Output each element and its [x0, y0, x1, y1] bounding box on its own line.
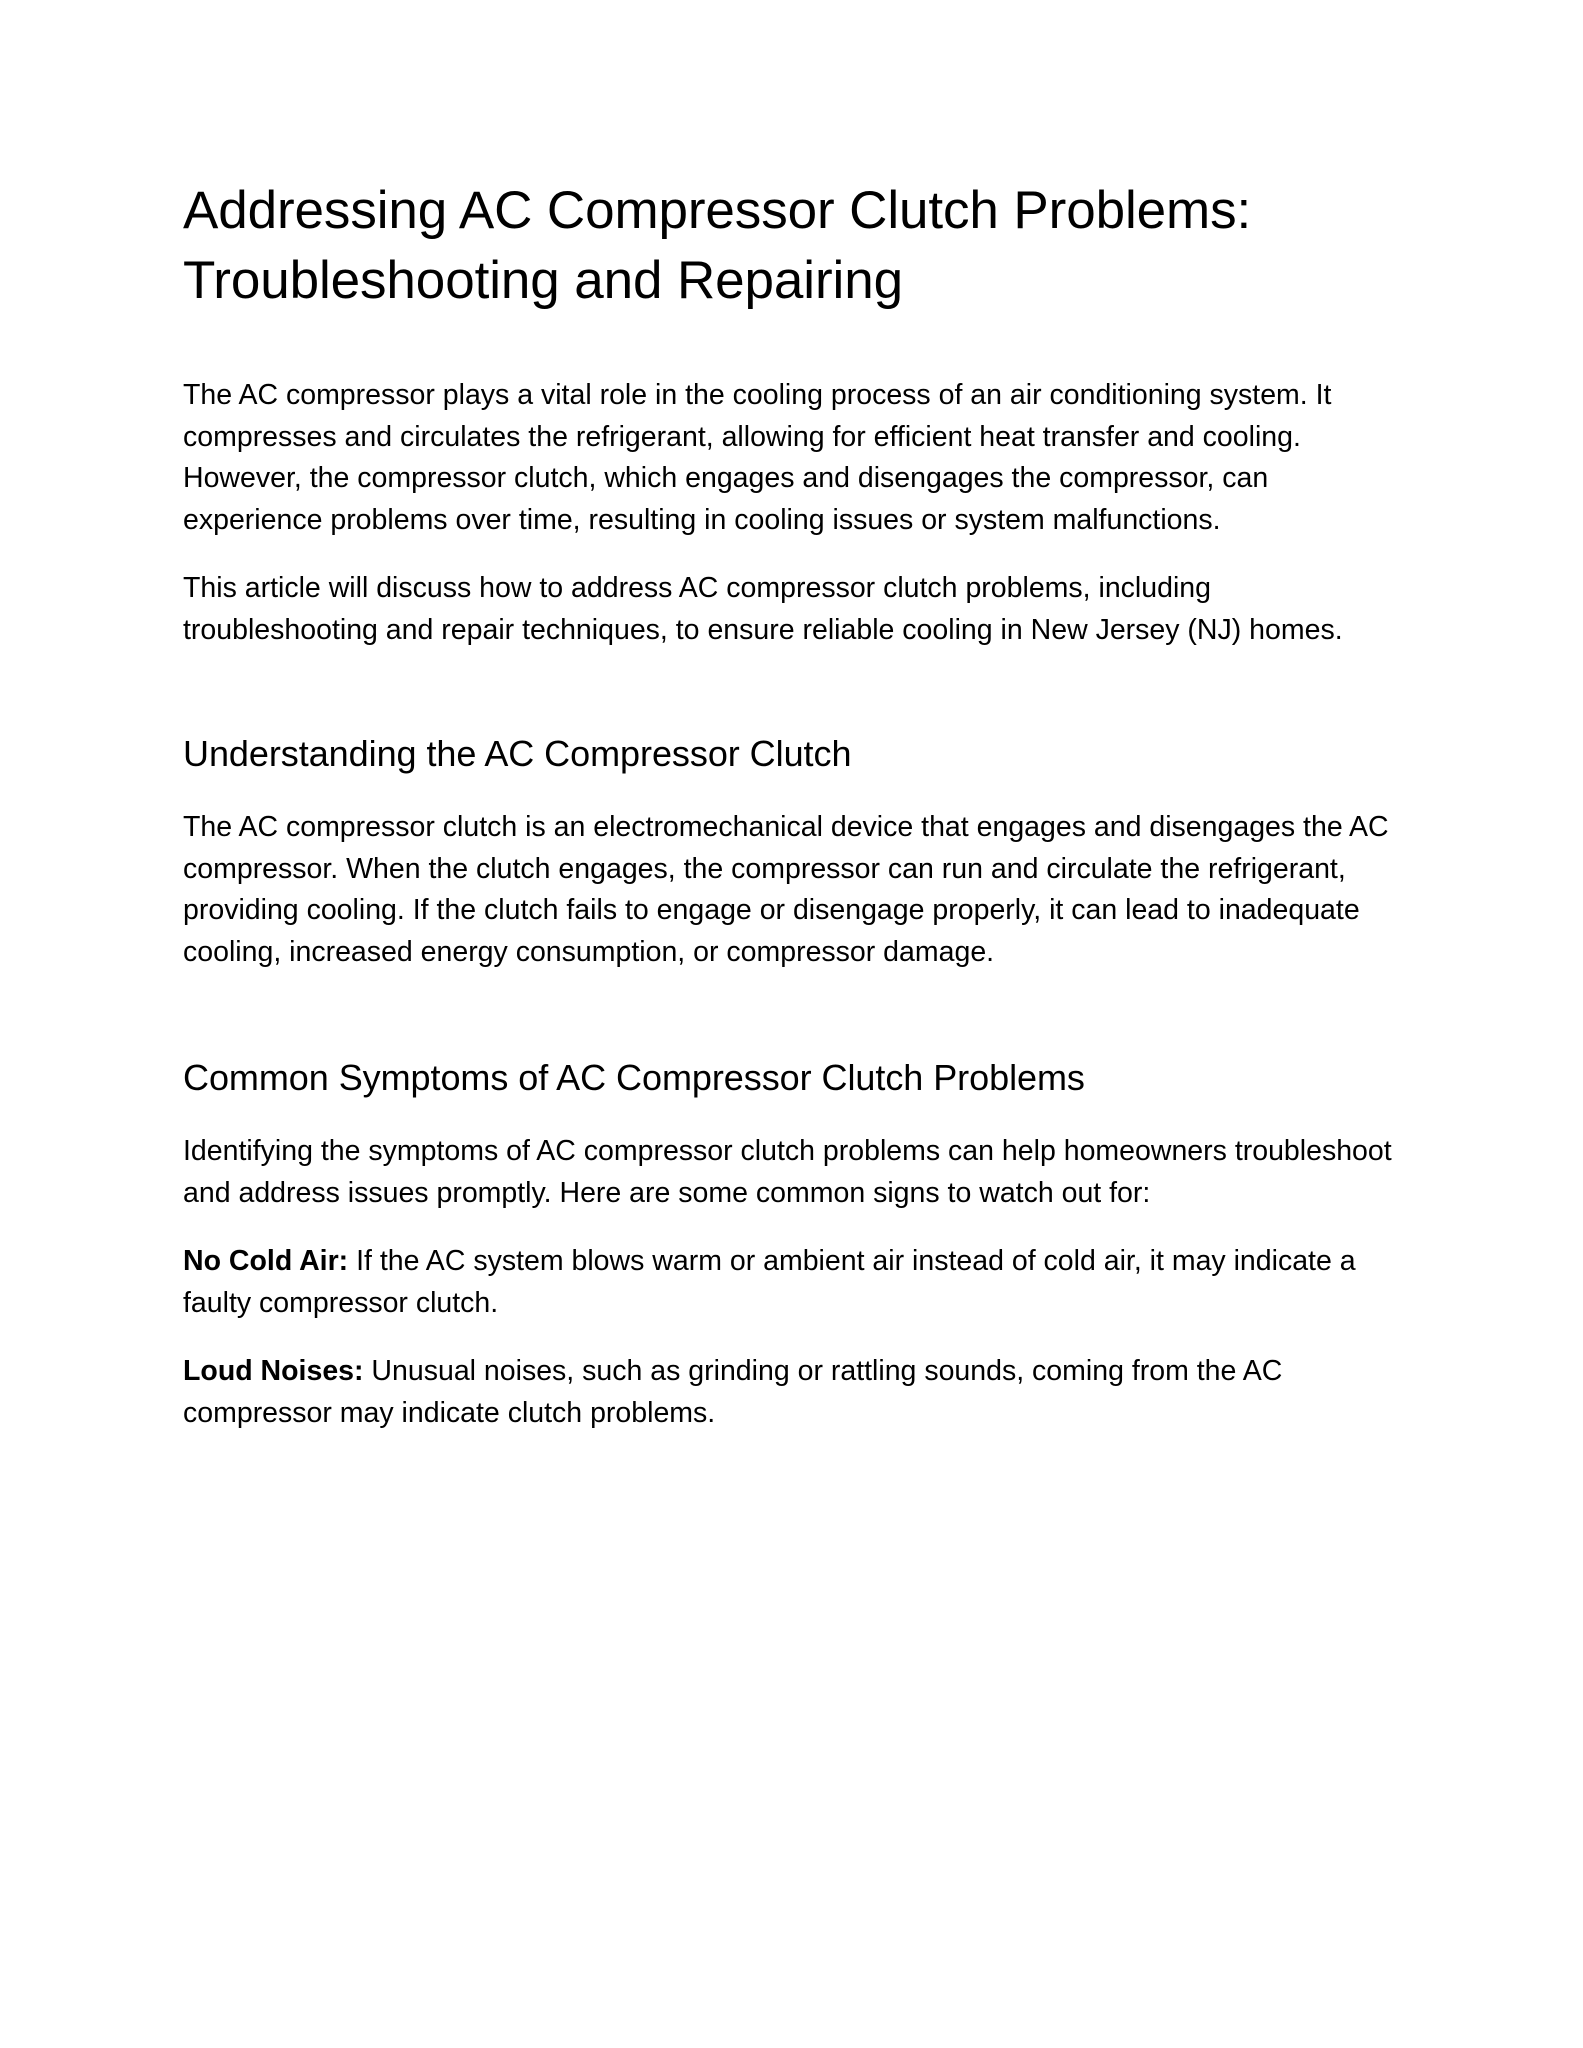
section-paragraph-symptoms: Identifying the symptoms of AC compressor clutch problems can help homeowners troubleshoot and address issues promptly. Here are some common signs to watch out for: [183, 1135, 1392, 1209]
spacer [183, 541, 1401, 568]
symptom-item-loud-noises [183, 1351, 1401, 1434]
page-title: Addressing AC Compressor Clutch Problems: Troubleshooting and Repairing [183, 181, 1252, 310]
intro-paragraph-1: The AC compressor plays a vital role in the cooling process of an air conditioning system. It compresses and circulates the refrigerant, allowing for efficient heat transfer and cooling. However, the compressor clutch, which engages and disengages the compressor, can experience problems over time, resulting in cooling issues or system malfunctions. [183, 378, 1332, 536]
spacer [183, 652, 1401, 730]
document-content [183, 176, 1401, 1435]
section-paragraph-understanding: The AC compressor clutch is an electromechanical device that engages and disengages the AC compressor. When the clutch engages, the compressor can run and circulate the refrigerant, providing cooling. If the clutch fails to engage or disengage properly, it can lead to inadequate cooling, increased energy consumption, or compressor damage. [183, 811, 1389, 968]
symptom-label-loud-noises: Loud Noises: [183, 1355, 364, 1388]
spacer [183, 1324, 1401, 1351]
symptom-description-loud-noises: Unusual noises, such as grinding or rattling sounds, coming from the AC compressor may indicate clutch problems. [183, 1355, 1283, 1430]
spacer [183, 1214, 1401, 1241]
intro-paragraph-2: This article will discuss how to address AC compressor clutch problems, including troubleshooting and repair techniques, to ensure reliable cooling in New Jersey (NJ) homes. [183, 572, 1343, 646]
symptom-label-no-cold-air: No Cold Air: [183, 1245, 349, 1278]
spacer [183, 1101, 1401, 1131]
symptom-item-no-cold-air [183, 1241, 1401, 1324]
section-heading-symptoms: Common Symptoms of AC Compressor Clutch Problems [183, 1056, 1085, 1098]
spacer [183, 974, 1401, 1054]
spacer [183, 316, 1401, 375]
spacer [183, 777, 1401, 807]
section-heading-understanding: Understanding the AC Compressor Clutch [183, 732, 852, 774]
symptom-description-no-cold-air: If the AC system blows warm or ambient air instead of cold air, it may indicate a faulty compressor clutch. [183, 1245, 1356, 1319]
